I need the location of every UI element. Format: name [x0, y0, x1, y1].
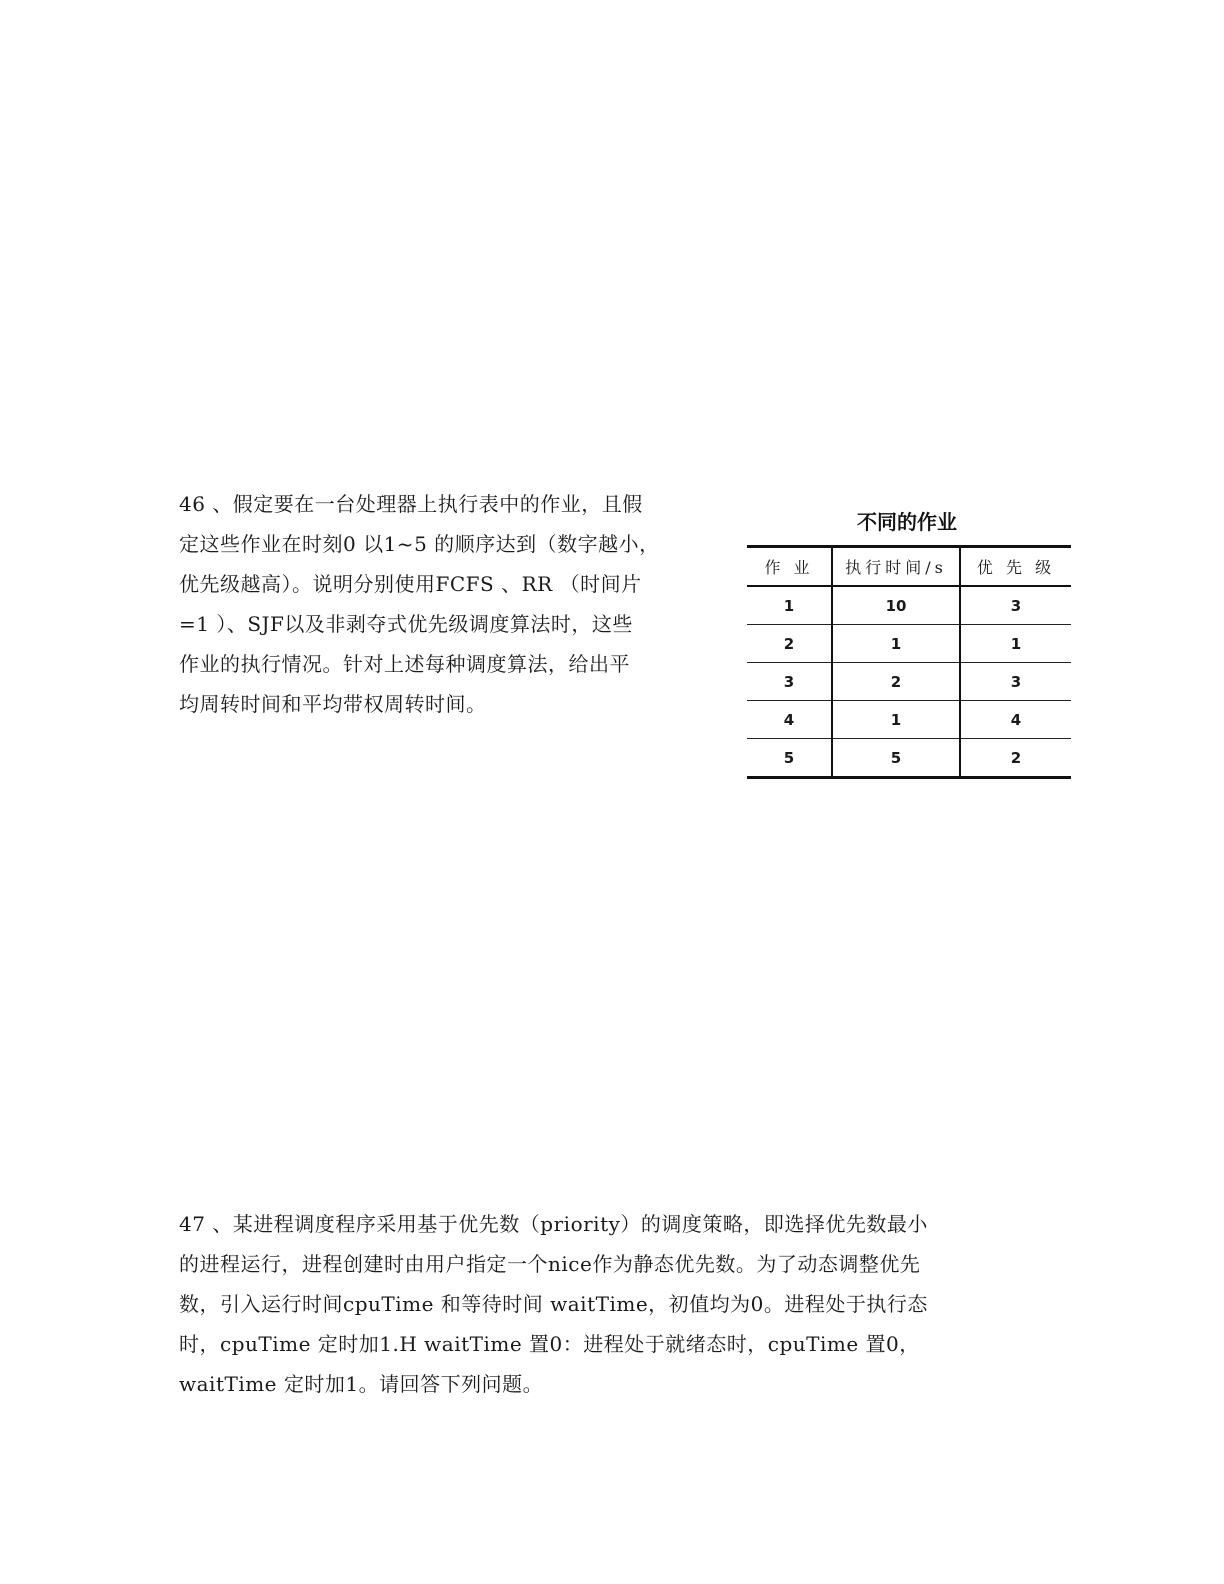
question-47-text [179, 1206, 1059, 1406]
cell-job: 4 [747, 701, 832, 739]
table-header-row [747, 547, 1071, 587]
question-47-line: waitTime 定时加1。请回答下列问题。 [179, 1372, 544, 1396]
question-46-line: 46 、假定要在一台处理器上执行表中的作业，且假 [179, 492, 643, 516]
question-46-line: =1 ）、SJF以及非剥夺式优先级调度算法时，这些 [179, 612, 633, 636]
job-table [747, 545, 1071, 779]
cell-exec-time: 1 [832, 625, 960, 663]
question-47-line: 时，cpuTime 定时加1.H waitTime 置0：进程处于就绪态时，cpuTime 置0， [179, 1332, 920, 1356]
table-row [747, 586, 1071, 625]
cell-exec-time: 10 [832, 586, 960, 625]
question-47-line: 数，引入运行时间cpuTime 和等待时间 waitTime，初值均为0。进程处于执行态 [179, 1292, 928, 1316]
cell-priority: 3 [960, 663, 1071, 701]
question-47-line: 47 、某进程调度程序采用基于优先数（priority）的调度策略，即选择优先数最小 [179, 1212, 928, 1236]
question-46-line: 优先级越高）。说明分别使用FCFS 、RR （时间片 [179, 572, 642, 596]
question-46-line: 均周转时间和平均带权周转时间。 [179, 692, 487, 716]
cell-job: 3 [747, 663, 832, 701]
header-job: 作 业 [747, 547, 832, 587]
table-row [747, 663, 1071, 701]
cell-job: 5 [747, 739, 832, 778]
job-table-figure [747, 505, 1067, 779]
cell-exec-time: 5 [832, 739, 960, 778]
header-exec-time: 执行时间/s [832, 547, 960, 587]
cell-priority: 4 [960, 701, 1071, 739]
table-row [747, 625, 1071, 663]
table-row [747, 739, 1071, 778]
cell-priority: 3 [960, 586, 1071, 625]
header-priority: 优 先 级 [960, 547, 1071, 587]
question-46-line: 定这些作业在时刻0 以1~5 的顺序达到（数字越小， [179, 532, 660, 556]
cell-exec-time: 1 [832, 701, 960, 739]
cell-exec-time: 2 [832, 663, 960, 701]
question-46-line: 作业的执行情况。针对上述每种调度算法，给出平 [179, 652, 630, 676]
table-row [747, 701, 1071, 739]
job-table-title: 不同的作业 [857, 510, 957, 534]
question-46-text [179, 486, 739, 726]
cell-job: 2 [747, 625, 832, 663]
cell-priority: 2 [960, 739, 1071, 778]
question-47-line: 的进程运行，进程创建时由用户指定一个nice作为静态优先数。为了动态调整优先 [179, 1252, 921, 1276]
cell-priority: 1 [960, 625, 1071, 663]
cell-job: 1 [747, 586, 832, 625]
